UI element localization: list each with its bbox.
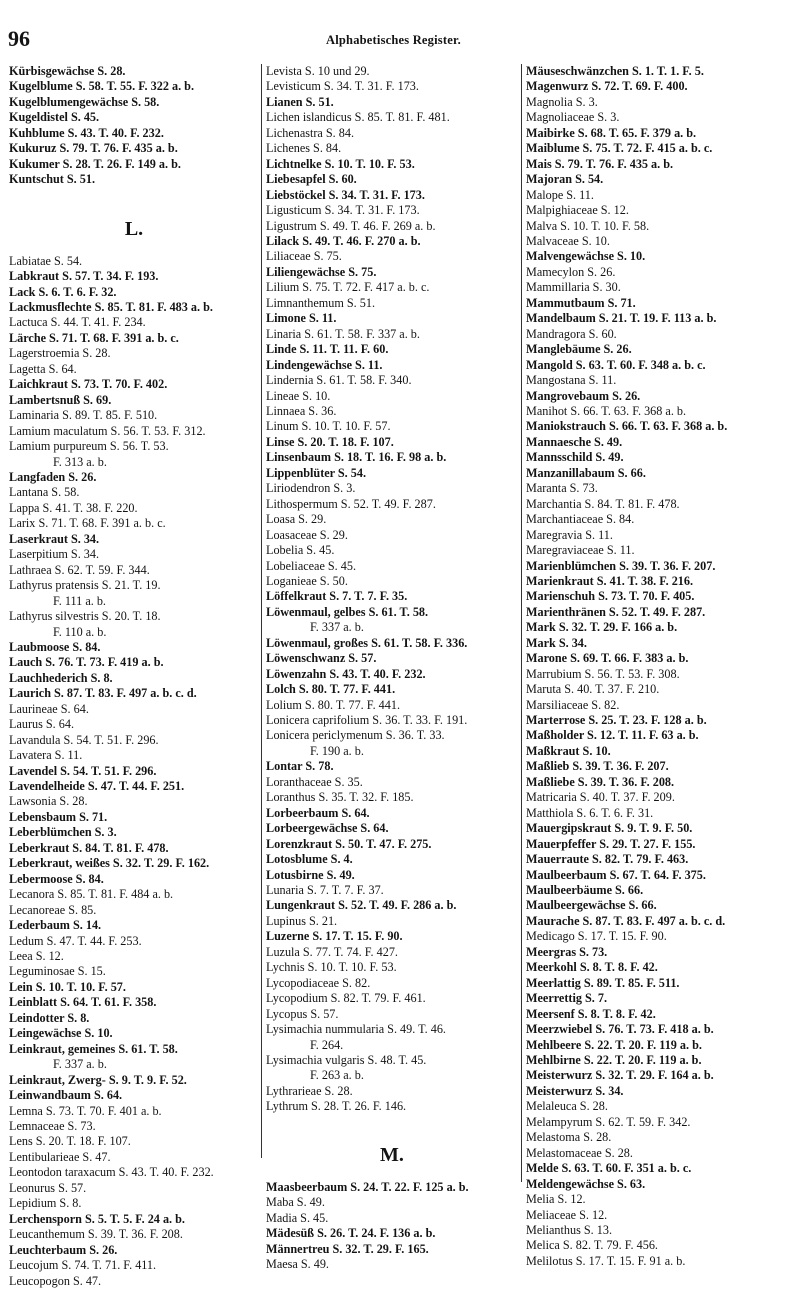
index-entry: Mangrovebaum S. 26. <box>526 388 641 403</box>
index-entry: Leberkraut, weißes S. 32. T. 29. F. 162. <box>9 856 210 871</box>
index-entry: Loranthus S. 35. T. 32. F. 185. <box>266 790 414 805</box>
index-entry: Lathyrus silvestris S. 20. T. 18. <box>9 609 161 624</box>
index-entry: Lagetta S. 64. <box>9 361 77 376</box>
index-entry: Matthiola S. 6. T. 6. F. 31. <box>526 805 654 820</box>
index-entry: Lysimachia vulgaris S. 48. T. 45. <box>266 1053 427 1067</box>
index-entry: Manihot S. 66. T. 63. F. 368 a. b. <box>526 403 687 418</box>
index-entry: Mangold S. 63. T. 60. F. 348 a. b. c. <box>526 357 706 372</box>
index-entry: Lycopodium S. 82. T. 79. F. 461. <box>266 991 426 1006</box>
index-entry: Lilack S. 49. T. 46. F. 270 a. b. <box>266 233 421 248</box>
index-entry: Lycopodiaceae S. 82. <box>266 975 371 990</box>
index-entry: Kuntschut S. 51. <box>9 172 96 187</box>
index-entry: Leingewächse S. 10. <box>9 1026 113 1041</box>
index-entry: Malvaceae S. 10. <box>526 233 610 248</box>
index-entry-continuation: F. 190 a. b. <box>310 743 364 758</box>
index-entry: Maßholder S. 12. T. 11. F. 63 a. b. <box>526 728 699 743</box>
index-entry: Maba S. 49. <box>266 1195 325 1210</box>
index-entry: Malpighiaceae S. 12. <box>526 203 629 218</box>
index-entry: Malvengewächse S. 10. <box>526 249 646 264</box>
index-entry: Linse S. 20. T. 18. F. 107. <box>266 434 394 449</box>
index-entry: Maruta S. 40. T. 37. F. 210. <box>526 682 660 697</box>
index-entry-continuation: F. 111 a. b. <box>53 593 106 608</box>
index-entry: Löwenschwanz S. 57. <box>266 651 377 666</box>
index-entry: Maesa S. 49. <box>266 1257 329 1272</box>
index-entry: Marchantia S. 84. T. 81. F. 478. <box>526 496 680 511</box>
index-entry: Laubmoose S. 84. <box>9 639 101 654</box>
index-entry-continuation: F. 337 a. b. <box>310 620 364 635</box>
entry-list <box>9 64 259 188</box>
index-entry: Marterrose S. 25. T. 23. F. 128 a. b. <box>526 713 707 728</box>
index-entry: Maibirke S. 68. T. 65. F. 379 a. b. <box>526 125 697 140</box>
index-entry: Malva S. 10. T. 10. F. 58. <box>526 218 650 233</box>
index-entry: Lemna S. 73. T. 70. F. 401 a. b. <box>9 1103 162 1118</box>
index-entry: Laminaria S. 89. T. 85. F. 510. <box>9 408 158 423</box>
index-entry: Meisterwurz S. 34. <box>526 1083 624 1098</box>
index-entry: Lamium purpureum S. 56. T. 53. <box>9 439 169 454</box>
index-entry: Linsenbaum S. 18. T. 16. F. 98 a. b. <box>266 450 447 465</box>
index-entry: Melde S. 63. T. 60. F. 351 a. b. c. <box>526 1161 692 1176</box>
index-entry: Manzanillabaum S. 66. <box>526 465 646 480</box>
index-entry: Lobeliaceae S. 45. <box>266 558 357 573</box>
index-entry: Mammillaria S. 30. <box>526 280 621 295</box>
index-entry: Ledum S. 47. T. 44. F. 253. <box>9 933 142 948</box>
column-rule-right <box>521 64 522 1182</box>
index-entry: Lappa S. 41. T. 38. F. 220. <box>9 500 138 515</box>
index-entry: Lavatera S. 11. <box>9 748 83 763</box>
index-entry: Leuchterbaum S. 26. <box>9 1242 118 1257</box>
index-entry: Ligustrum S. 49. T. 46. F. 269 a. b. <box>266 218 436 233</box>
index-entry: Lantana S. 58. <box>9 485 80 500</box>
index-entry: Lavendel S. 54. T. 51. F. 296. <box>9 763 157 778</box>
index-entry: Maßliebe S. 39. T. 36. F. 208. <box>526 774 675 789</box>
index-entry: Mammutbaum S. 71. <box>526 295 636 310</box>
index-entry: Maurache S. 87. T. 83. F. 497 a. b. c. d. <box>526 913 726 928</box>
running-head: Alphabetisches Register. <box>326 33 461 47</box>
index-entry: Lupinus S. 21. <box>266 913 338 928</box>
index-entry: Kugelblume S. 58. T. 55. F. 322 a. b. <box>9 79 194 94</box>
index-entry: Madia S. 45. <box>266 1210 329 1225</box>
index-entry: Labkraut S. 57. T. 34. F. 193. <box>9 269 159 284</box>
index-entry: Liebesapfel S. 60. <box>266 172 357 187</box>
index-entry: Laurineae S. 64. <box>9 701 89 716</box>
index-entry: Männertreu S. 32. T. 29. F. 165. <box>266 1241 429 1256</box>
index-entry: Linum S. 10. T. 10. F. 57. <box>266 419 391 434</box>
index-entry: Magnoliaceae S. 3. <box>526 110 620 125</box>
index-entry: Loganieae S. 50. <box>266 573 348 588</box>
index-entry: Medicago S. 17. T. 15. F. 90. <box>526 929 667 944</box>
index-entry: Lauchhederich S. 8. <box>9 670 113 685</box>
index-entry-continuation: F. 313 a. b. <box>53 454 107 469</box>
index-entry: Meersenf S. 8. T. 8. F. 42. <box>526 1006 656 1021</box>
index-entry: Lambertsnuß S. 69. <box>9 392 112 407</box>
index-entry: Malope S. 11. <box>526 187 594 202</box>
index-entry: Liriodendron S. 3. <box>266 481 356 496</box>
index-entry: Lontar S. 78. <box>266 759 334 774</box>
index-entry: Lineae S. 10. <box>266 388 331 403</box>
index-entry: Lawsonia S. 28. <box>9 794 88 809</box>
index-entry: Mannaesche S. 49. <box>526 434 623 449</box>
index-entry: Kugeldistel S. 45. <box>9 110 100 125</box>
index-entry: Liliaceae S. 75. <box>266 249 342 264</box>
index-entry: Liebstöckel S. 34. T. 31. F. 173. <box>266 187 425 202</box>
index-entry: Lichenes S. 84. <box>266 141 342 156</box>
index-entry: Lonicera periclymenum S. 36. T. 33. <box>266 728 445 743</box>
index-entry: Limnanthemum S. 51. <box>266 295 376 310</box>
index-entry: Lilium S. 75. T. 72. F. 417 a. b. c. <box>266 280 430 295</box>
index-entry: Maiblume S. 75. T. 72. F. 415 a. b. c. <box>526 141 713 156</box>
index-entry: Kukumer S. 28. T. 26. F. 149 a. b. <box>9 156 181 171</box>
index-entry: Maregraviaceae S. 11. <box>526 543 635 558</box>
index-entry: Lauch S. 76. T. 73. F. 419 a. b. <box>9 655 164 670</box>
index-entry: Manglebäume S. 26. <box>526 342 632 357</box>
index-entry: Lorenzkraut S. 50. T. 47. F. 275. <box>266 836 432 851</box>
index-entry: Mäuseschwänzchen S. 1. T. 1. F. 5. <box>526 64 704 78</box>
page-number: 96 <box>8 26 30 51</box>
index-entry: Kugelblumengewächse S. 58. <box>9 94 160 109</box>
index-entry: Lecanoreae S. 85. <box>9 902 97 917</box>
index-entry: Mehlbeere S. 22. T. 20. F. 119 a. b. <box>526 1037 702 1052</box>
index-entry: Mais S. 79. T. 76. F. 435 a. b. <box>526 156 674 171</box>
entry-list <box>266 1180 518 1273</box>
index-entry-continuation: F. 263 a. b. <box>310 1068 364 1083</box>
index-entry: Meliaceae S. 12. <box>526 1207 608 1222</box>
index-entry: Lippenblüter S. 54. <box>266 465 367 480</box>
index-entry: Loranthaceae S. 35. <box>266 774 363 789</box>
index-entry: Lebensbaum S. 71. <box>9 809 108 824</box>
index-entry: Leberkraut S. 84. T. 81. F. 478. <box>9 840 169 855</box>
index-column-2 <box>266 64 518 1273</box>
index-entry: Lemnaceae S. 73. <box>9 1119 96 1133</box>
index-entry: Leindotter S. 8. <box>9 1010 90 1025</box>
index-entry: Majoran S. 54. <box>526 172 604 187</box>
index-entry: Melica S. 82. T. 79. F. 456. <box>526 1238 658 1253</box>
index-entry: Löwenmaul, großes S. 61. T. 58. F. 336. <box>266 635 468 650</box>
index-entry: Leguminosae S. 15. <box>9 964 106 979</box>
index-entry: Leea S. 12. <box>9 949 64 964</box>
index-entry: Luzerne S. 17. T. 15. F. 90. <box>266 929 403 944</box>
index-entry: Laichkraut S. 73. T. 70. F. 402. <box>9 377 168 392</box>
index-entry: Marone S. 69. T. 66. F. 383 a. b. <box>526 651 689 666</box>
index-entry: Leinwandbaum S. 64. <box>9 1088 123 1103</box>
index-entry: Lindernia S. 61. T. 58. F. 340. <box>266 373 412 388</box>
index-entry: Lederbaum S. 14. <box>9 918 102 933</box>
index-entry: Kuhblume S. 43. T. 40. F. 232. <box>9 125 164 140</box>
index-entry: Meerlattig S. 89. T. 85. F. 511. <box>526 975 680 990</box>
index-entry: Marienkraut S. 41. T. 38. F. 216. <box>526 573 694 588</box>
index-entry: Melastoma S. 28. <box>526 1130 612 1145</box>
index-entry: Ligusticum S. 34. T. 31. F. 173. <box>266 203 420 218</box>
index-entry: Mark S. 32. T. 29. F. 166 a. b. <box>526 620 678 635</box>
index-entry: Lecanora S. 85. T. 81. F. 484 a. b. <box>9 887 174 902</box>
index-entry: Meergras S. 73. <box>526 944 608 959</box>
index-entry: Lycopus S. 57. <box>266 1006 339 1021</box>
index-entry: Marienblümchen S. 39. T. 36. F. 207. <box>526 558 716 573</box>
index-entry: Laserpitium S. 34. <box>9 547 100 562</box>
index-entry: Marrubium S. 56. T. 53. F. 308. <box>526 666 680 681</box>
index-entry: Mangostana S. 11. <box>526 373 617 388</box>
index-entry: Laurich S. 87. T. 83. F. 497 a. b. c. d. <box>9 686 197 701</box>
index-entry: Marsiliaceae S. 82. <box>526 697 620 712</box>
index-entry: Lolch S. 80. T. 77. F. 441. <box>266 682 396 697</box>
index-entry: Labiatae S. 54. <box>9 253 83 268</box>
index-entry: Melilotus S. 17. T. 15. F. 91 a. b. <box>526 1253 686 1268</box>
index-entry: Maßlieb S. 39. T. 36. F. 207. <box>526 759 669 774</box>
index-entry-continuation: F. 264. <box>310 1037 344 1052</box>
index-entry-continuation: F. 110 a. b. <box>53 624 107 639</box>
index-entry: Lack S. 6. T. 6. F. 32. <box>9 284 117 299</box>
index-entry: Melianthus S. 13. <box>526 1222 612 1237</box>
index-entry: Maßkraut S. 10. <box>526 743 611 758</box>
index-entry: Lychnis S. 10. T. 10. F. 53. <box>266 960 397 975</box>
index-entry: Lungenkraut S. 52. T. 49. F. 286 a. b. <box>266 898 457 913</box>
index-entry: Kürbisgewächse S. 28. <box>9 64 126 78</box>
index-entry: Meisterwurz S. 32. T. 29. F. 164 a. b. <box>526 1068 714 1083</box>
index-entry: Levista S. 10 und 29. <box>266 64 370 78</box>
index-entry: Levisticum S. 34. T. 31. F. 173. <box>266 79 419 94</box>
index-entry: Lagerstroemia S. 28. <box>9 346 111 361</box>
index-entry: Löwenzahn S. 43. T. 40. F. 232. <box>266 666 426 681</box>
index-entry: Lichtnelke S. 10. T. 10. F. 53. <box>266 156 415 171</box>
index-entry: Mädesüß S. 26. T. 24. F. 136 a. b. <box>266 1226 436 1241</box>
index-entry: Laserkraut S. 34. <box>9 531 100 546</box>
index-entry: Lysimachia nummularia S. 49. T. 46. <box>266 1022 446 1037</box>
index-entry: Leinblatt S. 64. T. 61. F. 358. <box>9 995 157 1010</box>
index-entry: Melastomaceae S. 28. <box>526 1145 633 1160</box>
index-entry: Lärche S. 71. T. 68. F. 391 a. b. c. <box>9 330 179 345</box>
index-entry: Melaleuca S. 28. <box>526 1099 608 1114</box>
index-entry: Lamium maculatum S. 56. T. 53. F. 312. <box>9 423 206 438</box>
index-entry: Lobelia S. 45. <box>266 543 335 558</box>
index-entry: Lichen islandicus S. 85. T. 81. F. 481. <box>266 110 450 125</box>
index-entry: Meerzwiebel S. 76. T. 73. F. 418 a. b. <box>526 1022 714 1037</box>
section-letter-heading: L. <box>124 217 144 240</box>
index-entry: Linde S. 11. T. 11. F. 60. <box>266 342 389 357</box>
index-entry: Lotosblume S. 4. <box>266 852 353 867</box>
index-entry: Leinkraut, gemeines S. 61. T. 58. <box>9 1041 178 1056</box>
entry-list <box>526 64 782 1269</box>
index-entry: Luzula S. 77. T. 74. F. 427. <box>266 944 398 959</box>
index-entry-continuation: F. 337 a. b. <box>53 1057 107 1072</box>
index-entry: Kukuruz S. 79. T. 76. F. 435 a. b. <box>9 141 178 156</box>
index-entry: Meerrettig S. 7. <box>526 991 607 1006</box>
index-entry: Leberblümchen S. 3. <box>9 825 117 840</box>
index-entry: Linaria S. 61. T. 58. F. 337 a. b. <box>266 326 420 341</box>
index-entry: Lerchensporn S. 5. T. 5. F. 24 a. b. <box>9 1211 185 1226</box>
index-entry: Mauergipskraut S. 9. T. 9. F. 50. <box>526 821 693 836</box>
index-entry: Langfaden S. 26. <box>9 469 97 484</box>
index-entry: Lackmusflechte S. 85. T. 81. F. 483 a. b. <box>9 299 213 314</box>
index-entry: Lorbeerbaum S. 64. <box>266 805 370 820</box>
index-entry: Linnaea S. 36. <box>266 403 337 418</box>
index-entry: Lorbeergewächse S. 64. <box>266 821 389 836</box>
index-entry: Lepidium S. 8. <box>9 1196 82 1211</box>
index-entry: Lathyrus pratensis S. 21. T. 19. <box>9 578 161 593</box>
index-entry: Lavandula S. 54. T. 51. F. 296. <box>9 732 159 747</box>
index-entry: Leucopogon S. 47. <box>9 1273 102 1288</box>
index-entry: Leontodon taraxacum S. 43. T. 40. F. 232. <box>9 1165 214 1180</box>
index-entry: Lotusbirne S. 49. <box>266 867 355 882</box>
index-entry: Marienthränen S. 52. T. 49. F. 287. <box>526 604 706 619</box>
index-entry: Mauerpfeffer S. 29. T. 27. F. 155. <box>526 836 696 851</box>
index-entry: Lein S. 10. T. 10. F. 57. <box>9 979 126 994</box>
index-entry: Meldengewächse S. 63. <box>526 1176 646 1191</box>
index-entry: Limone S. 11. <box>266 311 337 326</box>
index-entry: Mandelbaum S. 21. T. 19. F. 113 a. b. <box>526 311 717 326</box>
index-column-1 <box>9 64 259 1289</box>
index-entry: Maulbeerbäume S. 66. <box>526 883 644 898</box>
index-entry: Maniokstrauch S. 66. T. 63. F. 368 a. b. <box>526 419 728 434</box>
index-entry: Leucojum S. 74. T. 71. F. 411. <box>9 1258 157 1273</box>
index-entry: Marchantiaceae S. 84. <box>526 512 635 527</box>
index-entry: Lactuca S. 44. T. 41. F. 234. <box>9 315 146 330</box>
index-entry: Lythrum S. 28. T. 26. F. 146. <box>266 1099 407 1114</box>
index-entry: Loasaceae S. 29. <box>266 527 348 542</box>
section-letter-heading: M. <box>380 1143 404 1166</box>
index-entry: Leucanthemum S. 39. T. 36. F. 208. <box>9 1227 183 1242</box>
index-entry: Lentibularieae S. 47. <box>9 1149 111 1164</box>
column-rule-left <box>261 64 262 1158</box>
index-entry: Maregravia S. 11. <box>526 527 613 542</box>
index-entry: Lonicera caprifolium S. 36. T. 33. F. 191. <box>266 713 468 728</box>
index-entry: Löwenmaul, gelbes S. 61. T. 58. <box>266 604 429 619</box>
index-entry: Laurus S. 64. <box>9 717 74 732</box>
index-entry: Leinkraut, Zwerg- S. 9. T. 9. F. 52. <box>9 1072 187 1087</box>
index-entry: Mandragora S. 60. <box>526 326 617 341</box>
index-entry: Löffelkraut S. 7. T. 7. F. 35. <box>266 589 408 604</box>
index-entry: Lithospermum S. 52. T. 49. F. 287. <box>266 496 436 511</box>
index-entry: Mehlbirne S. 22. T. 20. F. 119 a. b. <box>526 1053 702 1067</box>
index-entry: Mauerraute S. 82. T. 79. F. 463. <box>526 852 689 867</box>
entry-list <box>9 254 259 1289</box>
index-entry: Lianen S. 51. <box>266 94 334 109</box>
index-entry: Maulbeerbaum S. 67. T. 64. F. 375. <box>526 867 706 882</box>
index-entry: Lavendelheide S. 47. T. 44. F. 251. <box>9 779 185 794</box>
entry-list <box>266 64 518 1115</box>
index-entry: Mannsschild S. 49. <box>526 450 624 465</box>
index-entry: Lindengewächse S. 11. <box>266 357 383 372</box>
index-entry: Maranta S. 73. <box>526 481 598 496</box>
index-entry: Liliengewächse S. 75. <box>266 264 377 279</box>
index-entry: Lens S. 20. T. 18. F. 107. <box>9 1134 131 1149</box>
index-entry: Lichenastra S. 84. <box>266 125 354 140</box>
index-entry: Meerkohl S. 8. T. 8. F. 42. <box>526 960 658 975</box>
index-entry: Lythrarieae S. 28. <box>266 1083 353 1098</box>
index-entry: Melampyrum S. 62. T. 59. F. 342. <box>526 1114 691 1129</box>
index-entry: Maasbeerbaum S. 24. T. 22. F. 125 a. b. <box>266 1179 469 1194</box>
index-column-3 <box>526 64 782 1269</box>
index-entry: Loasa S. 29. <box>266 512 327 527</box>
index-entry: Leonurus S. 57. <box>9 1180 87 1195</box>
index-entry: Lathraea S. 62. T. 59. F. 344. <box>9 562 150 577</box>
index-entry: Lebermoose S. 84. <box>9 871 104 886</box>
index-entry: Mamecylon S. 26. <box>526 264 616 279</box>
index-entry: Marienschuh S. 73. T. 70. F. 405. <box>526 589 695 604</box>
index-entry: Lunaria S. 7. T. 7. F. 37. <box>266 883 384 898</box>
index-entry: Lolium S. 80. T. 77. F. 441. <box>266 697 401 712</box>
index-entry: Matricaria S. 40. T. 37. F. 209. <box>526 790 675 805</box>
index-entry: Magnolia S. 3. <box>526 94 598 109</box>
index-entry: Maulbeergewächse S. 66. <box>526 898 657 913</box>
index-entry: Magenwurz S. 72. T. 69. F. 400. <box>526 79 688 94</box>
index-entry: Mark S. 34. <box>526 635 587 650</box>
index-entry: Melia S. 12. <box>526 1192 586 1207</box>
index-entry: Larix S. 71. T. 68. F. 391 a. b. c. <box>9 516 166 531</box>
